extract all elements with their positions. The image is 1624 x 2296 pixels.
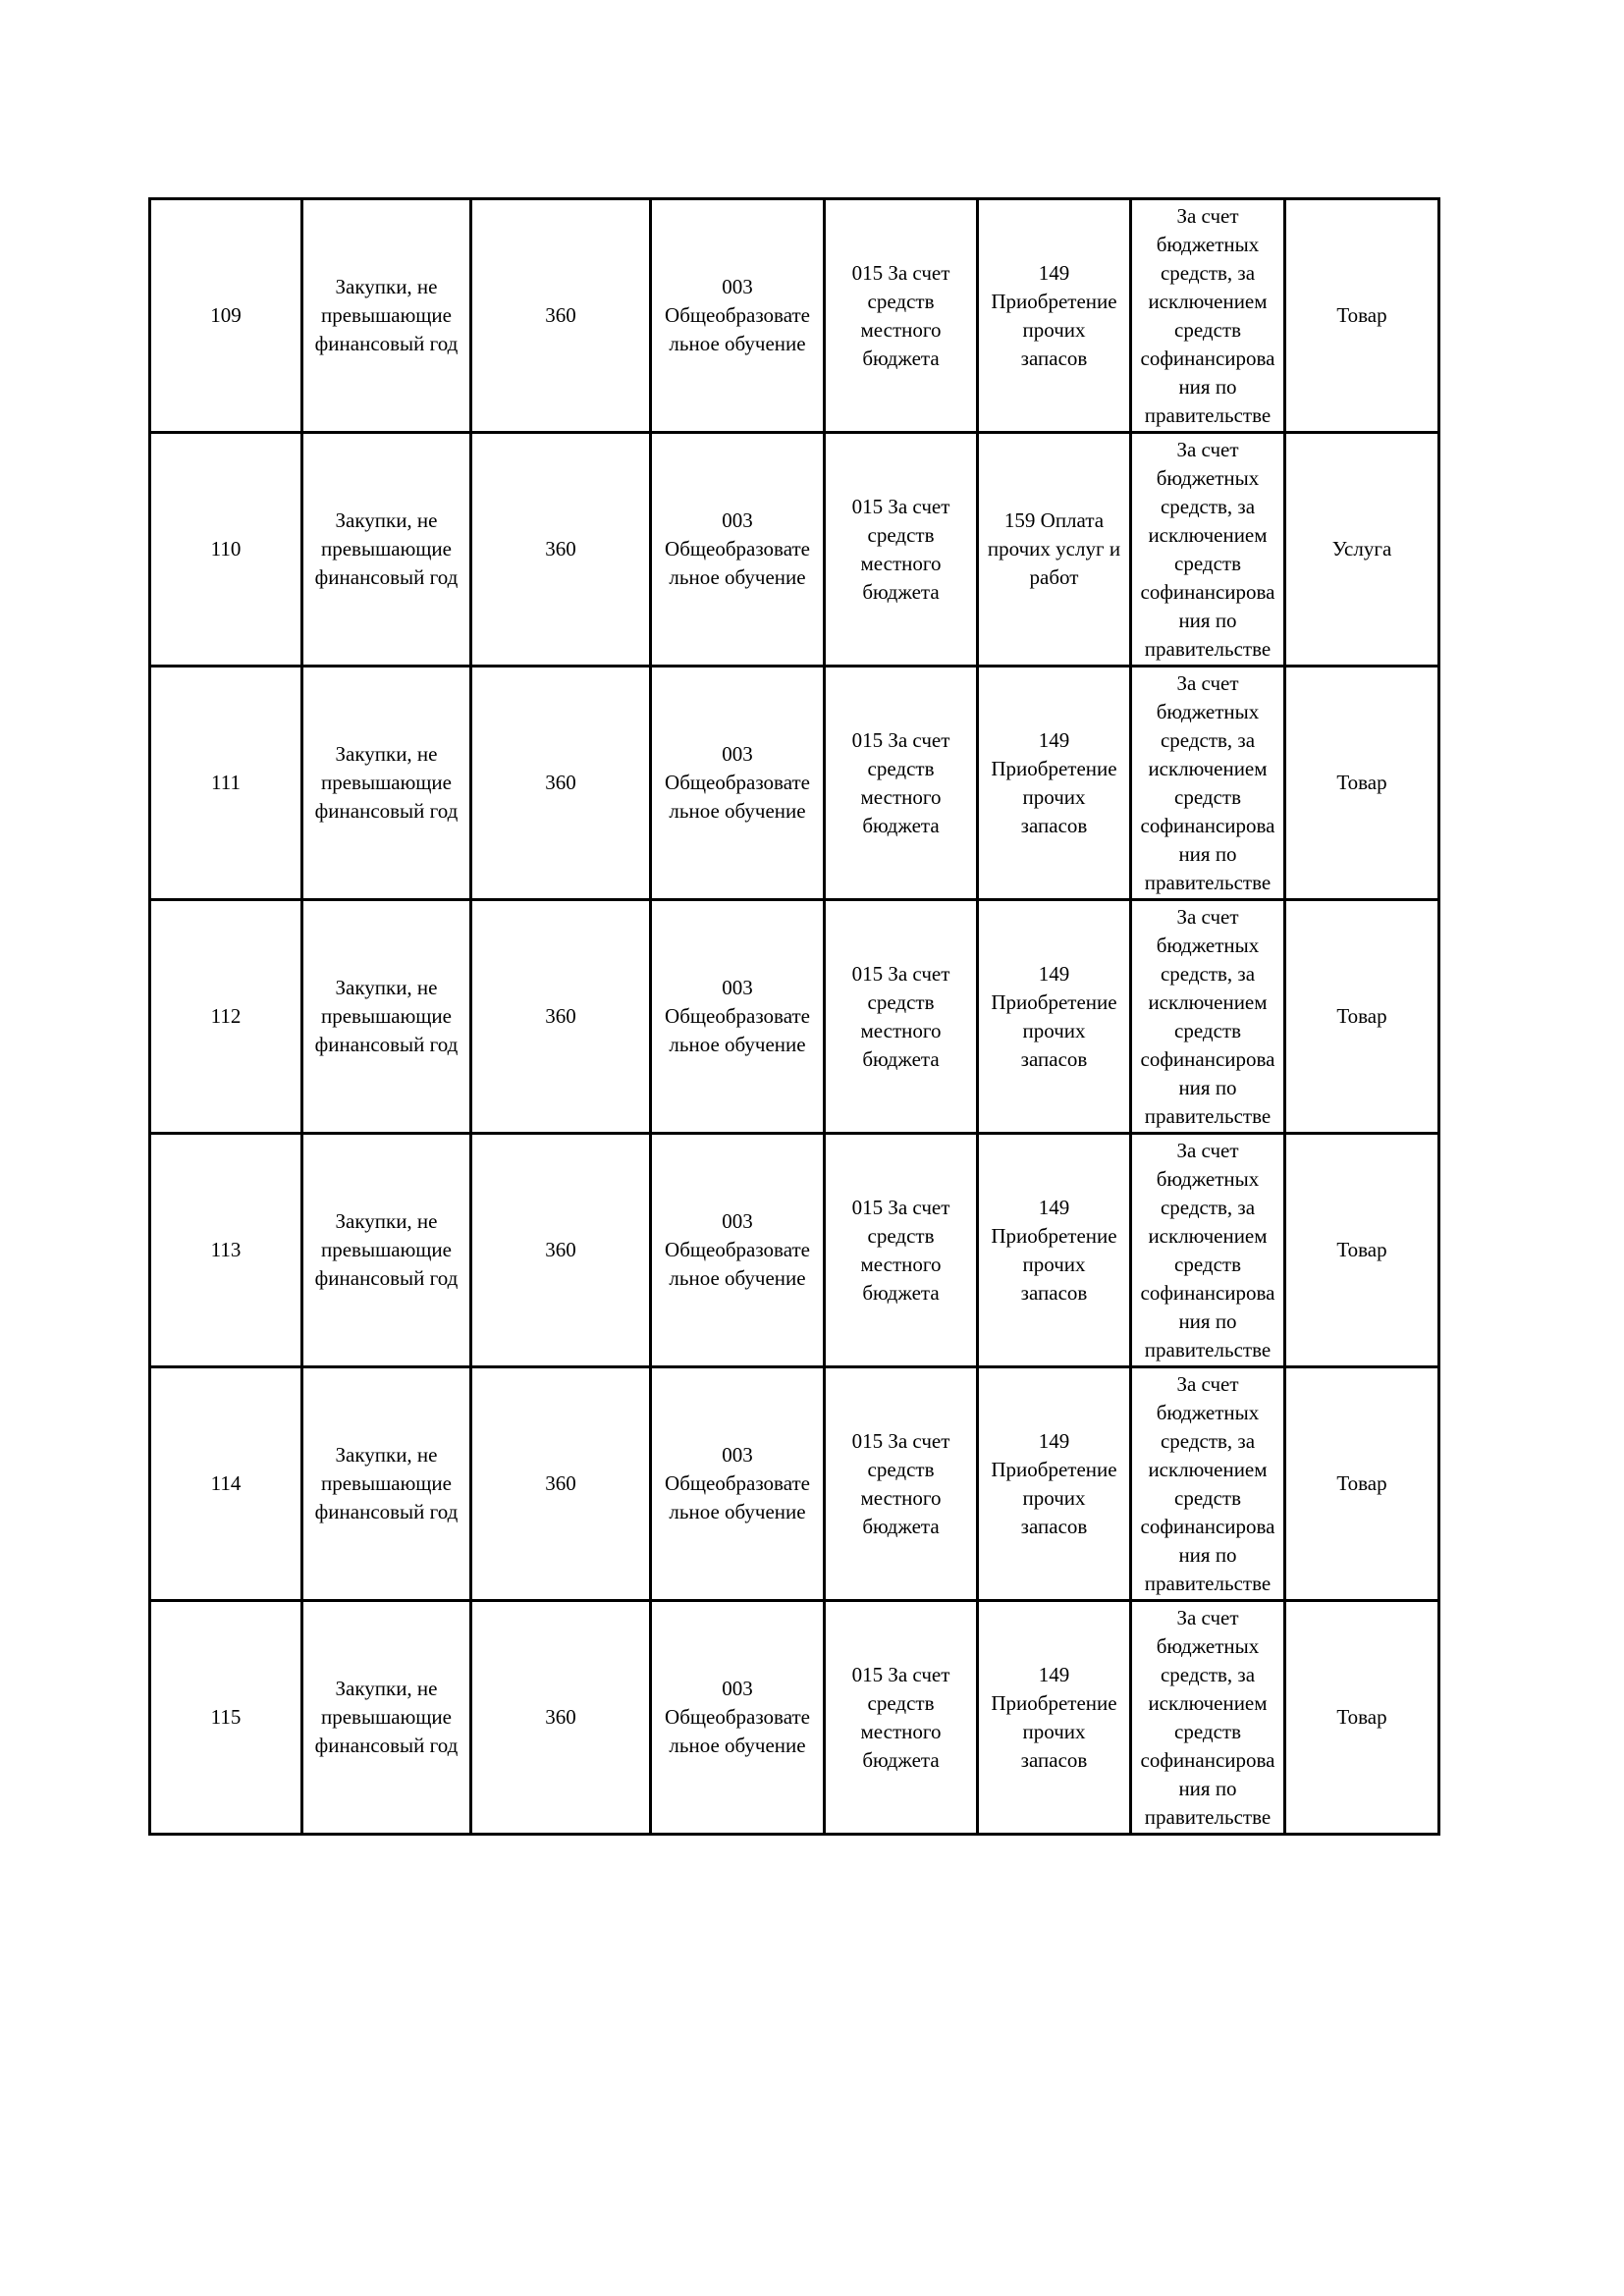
code-cell: 360 [471, 900, 651, 1134]
table-row [150, 433, 1439, 667]
purchase-type-cell: Закупки, не превышающие финансовый год [302, 667, 471, 900]
funding-cell: 015 За счет средств местного бюджета [825, 433, 978, 667]
table-body [150, 199, 1439, 1835]
purchase-type-cell: Закупки, не превышающие финансовый год [302, 199, 471, 433]
code-cell: 360 [471, 433, 651, 667]
item-type-cell: Товар [1285, 1367, 1439, 1601]
source-cell: За счет бюджетных средств, за исключением средств софинансирова ния по правительстве [1131, 433, 1285, 667]
program-cell: 003 Общеобразовате льное обучение [651, 900, 825, 1134]
source-cell: За счет бюджетных средств, за исключением средств софинансирова ния по правительстве [1131, 667, 1285, 900]
program-cell: 003 Общеобразовате льное обучение [651, 433, 825, 667]
code-cell: 360 [471, 1367, 651, 1601]
purchase-type-cell: Закупки, не превышающие финансовый год [302, 900, 471, 1134]
program-cell: 003 Общеобразовате льное обучение [651, 1134, 825, 1367]
item-type-cell: Товар [1285, 1134, 1439, 1367]
row-number-cell: 110 [150, 433, 302, 667]
table-row [150, 199, 1439, 433]
item-type-cell: Товар [1285, 667, 1439, 900]
purchase-type-cell: Закупки, не превышающие финансовый год [302, 1367, 471, 1601]
source-cell: За счет бюджетных средств, за исключением средств софинансирова ния по правительстве [1131, 1601, 1285, 1835]
row-number-cell: 112 [150, 900, 302, 1134]
expense-cell: 149 Приобретение прочих запасов [978, 1367, 1131, 1601]
table-row [150, 667, 1439, 900]
row-number-cell: 111 [150, 667, 302, 900]
table-row [150, 1134, 1439, 1367]
expense-cell: 149 Приобретение прочих запасов [978, 1601, 1131, 1835]
funding-cell: 015 За счет средств местного бюджета [825, 199, 978, 433]
row-number-cell: 114 [150, 1367, 302, 1601]
program-cell: 003 Общеобразовате льное обучение [651, 199, 825, 433]
funding-cell: 015 За счет средств местного бюджета [825, 667, 978, 900]
source-cell: За счет бюджетных средств, за исключением средств софинансирова ния по правительстве [1131, 1367, 1285, 1601]
source-cell: За счет бюджетных средств, за исключением средств софинансирова ния по правительстве [1131, 199, 1285, 433]
expense-cell: 149 Приобретение прочих запасов [978, 667, 1131, 900]
purchase-type-cell: Закупки, не превышающие финансовый год [302, 433, 471, 667]
table-row [150, 900, 1439, 1134]
expense-cell: 149 Приобретение прочих запасов [978, 1134, 1131, 1367]
expense-cell: 149 Приобретение прочих запасов [978, 900, 1131, 1134]
source-cell: За счет бюджетных средств, за исключением средств софинансирова ния по правительстве [1131, 1134, 1285, 1367]
funding-cell: 015 За счет средств местного бюджета [825, 1367, 978, 1601]
purchase-type-cell: Закупки, не превышающие финансовый год [302, 1601, 471, 1835]
row-number-cell: 109 [150, 199, 302, 433]
procurement-table [148, 197, 1440, 1836]
item-type-cell: Товар [1285, 199, 1439, 433]
table-row [150, 1367, 1439, 1601]
row-number-cell: 115 [150, 1601, 302, 1835]
table-row [150, 1601, 1439, 1835]
code-cell: 360 [471, 667, 651, 900]
funding-cell: 015 За счет средств местного бюджета [825, 1134, 978, 1367]
program-cell: 003 Общеобразовате льное обучение [651, 1367, 825, 1601]
code-cell: 360 [471, 1601, 651, 1835]
code-cell: 360 [471, 199, 651, 433]
source-cell: За счет бюджетных средств, за исключением средств софинансирова ния по правительстве [1131, 900, 1285, 1134]
item-type-cell: Товар [1285, 1601, 1439, 1835]
item-type-cell: Услуга [1285, 433, 1439, 667]
expense-cell: 149 Приобретение прочих запасов [978, 199, 1131, 433]
row-number-cell: 113 [150, 1134, 302, 1367]
code-cell: 360 [471, 1134, 651, 1367]
purchase-type-cell: Закупки, не превышающие финансовый год [302, 1134, 471, 1367]
item-type-cell: Товар [1285, 900, 1439, 1134]
funding-cell: 015 За счет средств местного бюджета [825, 1601, 978, 1835]
program-cell: 003 Общеобразовате льное обучение [651, 1601, 825, 1835]
program-cell: 003 Общеобразовате льное обучение [651, 667, 825, 900]
expense-cell: 159 Оплата прочих услуг и работ [978, 433, 1131, 667]
funding-cell: 015 За счет средств местного бюджета [825, 900, 978, 1134]
